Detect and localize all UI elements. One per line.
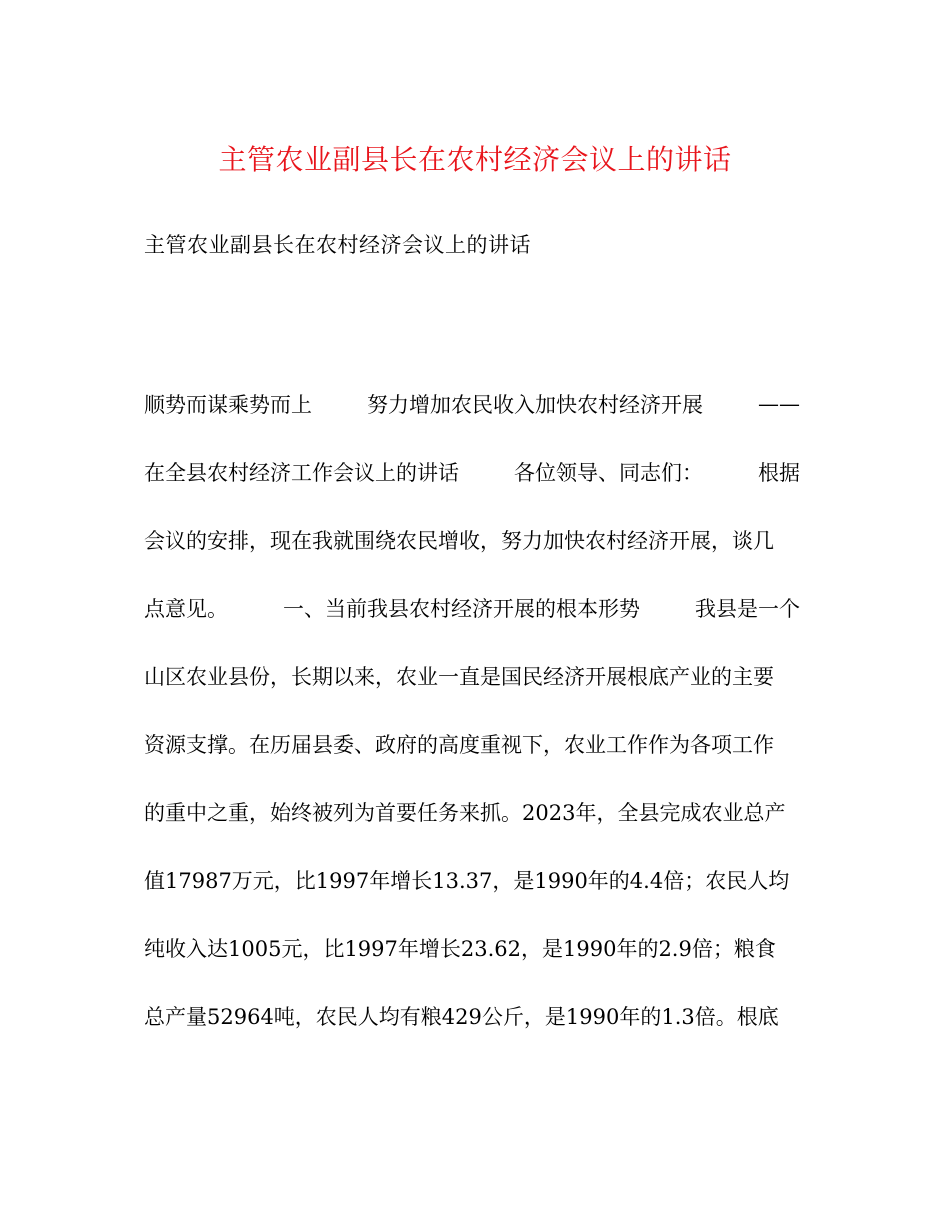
- body-line-2: [144, 438, 800, 506]
- body-segment: 值17987万元，比1997年增长13.37，是1990年的4.4倍；农民人均: [144, 869, 790, 893]
- body-line-3: [144, 506, 800, 574]
- body-line-1: [144, 370, 800, 438]
- document-body: [144, 370, 800, 1050]
- body-line-9: [144, 914, 800, 982]
- body-segment: 资源支撑。在历届县委、政府的高度重视下，农业工作作为各项工作: [144, 733, 774, 757]
- document-subtitle: 主管农业副县长在农村经济会议上的讲话: [144, 233, 531, 257]
- body-segment: 顺势而谋乘势而上: [144, 393, 312, 417]
- body-line-7: [144, 778, 800, 846]
- document-title: 主管农业副县长在农村经济会议上的讲话: [218, 143, 732, 176]
- body-segment: 根据: [758, 461, 800, 485]
- body-segment: 总产量52964吨，农民人均有粮429公斤，是1990年的1.3倍。根底: [144, 1005, 779, 1029]
- body-segment: 点意见。: [144, 597, 228, 621]
- body-segment: 的重中之重，始终被列为首要任务来抓。2023年，全县完成农业总产: [144, 801, 786, 825]
- body-line-5: [144, 642, 800, 710]
- body-line-10: [144, 982, 800, 1050]
- body-segment: 各位领导、同志们：: [514, 461, 703, 485]
- body-segment: 在全县农村经济工作会议上的讲话: [144, 461, 459, 485]
- body-segment: 我县是一个: [695, 597, 800, 621]
- body-line-4: [144, 574, 800, 642]
- section-heading: 一、当前我县农村经济开展的根本形势: [283, 597, 640, 621]
- body-segment: 努力增加农民收入加快农村经济开展: [367, 393, 703, 417]
- body-segment: 会议的安排，现在我就围绕农民增收，努力加快农村经济开展，谈几: [144, 529, 774, 553]
- body-segment: ——: [758, 392, 800, 416]
- body-line-8: [144, 846, 800, 914]
- body-line-6: [144, 710, 800, 778]
- body-segment: 山区农业县份，长期以来，农业一直是国民经济开展根底产业的主要: [144, 665, 774, 689]
- body-segment: 纯收入达1005元，比1997年增长23.62，是1990年的2.9倍；粮食: [144, 937, 776, 961]
